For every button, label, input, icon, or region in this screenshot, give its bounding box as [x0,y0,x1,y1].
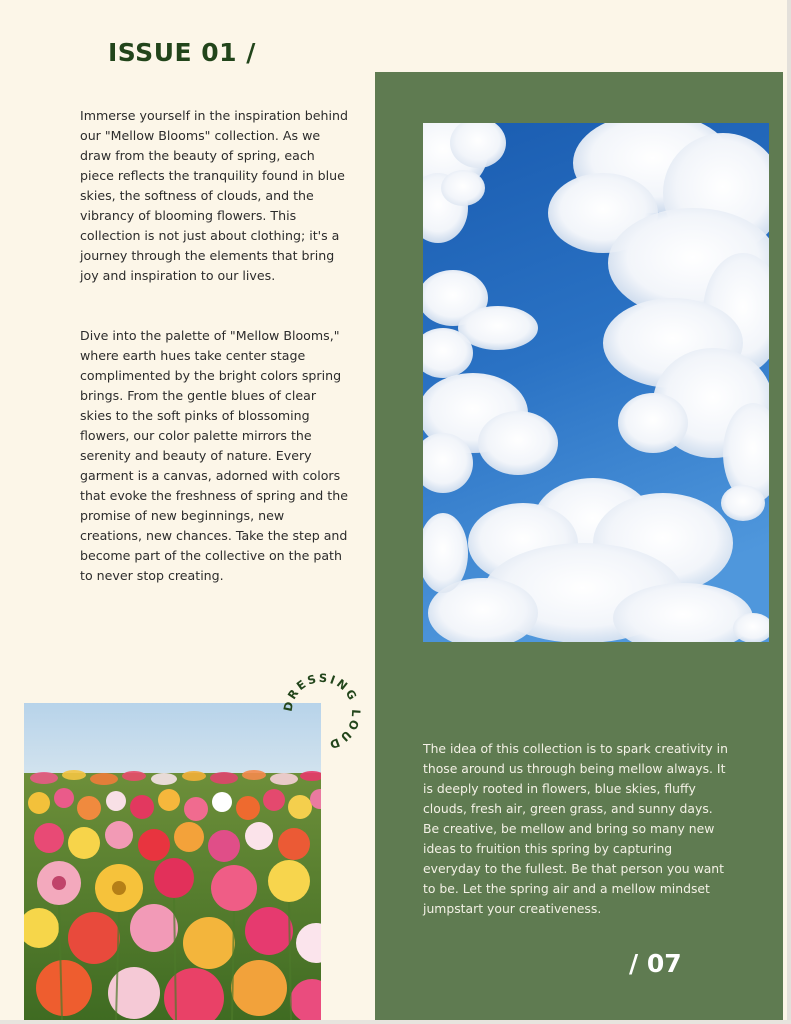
sky-clouds-photo [423,123,769,642]
collection-description: The idea of this collection is to spark creativity in those around us through being mellow always. It is deeply rooted in flowers, blue skies, fluffy clouds, fresh air, green grass, and sunny days. Be creative, be mellow and bring so many new ideas to fruition this spring by capturing everyday to the fullest. Be that person you want to be. Let the spring air and a mellow mindset jumpstart your creativeness. [423,741,728,916]
page-edge [787,0,791,1024]
page-number: / 07 [629,949,682,978]
issue-title: ISSUE 01 / [108,38,256,67]
intro-paragraph-2: Dive into the palette of "Mellow Blooms," where earth hues take center stage complimented by the bright colors spring brings. From the gentle blues of clear skies to the soft pinks of blossoming flowers, our color palette mirrors the serenity and beauty of nature. Every garment is a canvas, adorned with colors that evoke the freshness of spring and the promise of new beginnings, new creations, new chances. Take the step and become part of the collective on the path to never stop creating. [80,328,348,583]
intro-paragraph-1: Immerse yourself in the inspiration behind our "Mellow Blooms" collection. As we draw from the beauty of spring, each piece reflects the tranquility found in blue skies, the softness of clouds, and the vibrancy of blooming flowers. This collection is not just about clothing; it's a journey through the elements that bring joy and inspiration to our lives. [80,108,348,283]
page-bottom-edge [0,1020,791,1024]
dressing-loud-stamp [275,660,365,750]
flower-field-photo [24,703,321,1020]
stamp-text: DRESSING LOUD [280,670,364,750]
svg-text:DRESSING LOUD [281,671,364,750]
